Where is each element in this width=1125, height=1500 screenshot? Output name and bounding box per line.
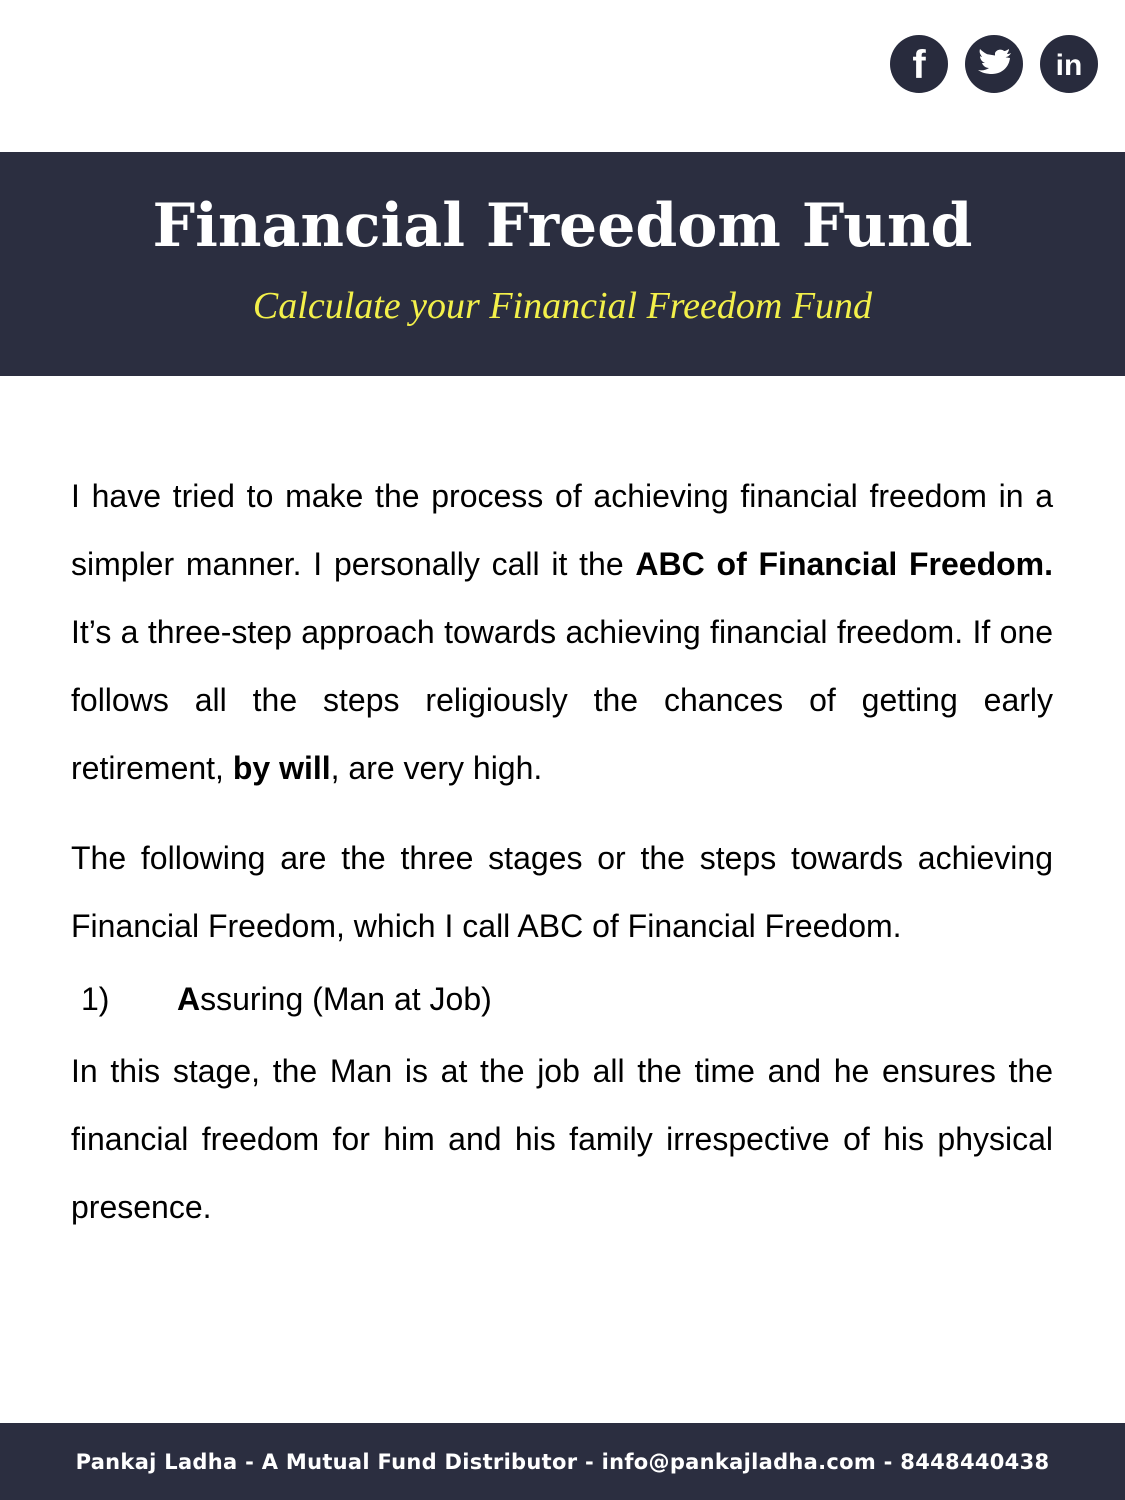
paragraph-stages: The following are the three stages or the steps towards achieving Financial Freedom, which I call ABC of Financial Freedom.	[71, 840, 1053, 944]
intro-text-1: I have tried to make the process of achieving financial freedom in a simpler manner. I personally call it the	[71, 478, 1053, 582]
page-title: Financial Freedom Fund	[152, 191, 973, 261]
article-body	[71, 462, 1053, 1241]
footer-bar	[0, 1423, 1125, 1500]
intro-text-3: , are very high.	[330, 750, 543, 786]
linkedin-icon[interactable]	[1040, 35, 1098, 93]
list-item-assuring	[71, 969, 1053, 1029]
list-label	[177, 969, 492, 1029]
intro-text-2: It’s a three-step approach towards achieving financial freedom. If one follows all the steps religiously the chances of getting early retirement,	[71, 614, 1053, 786]
header-banner	[0, 152, 1125, 376]
list-letter: A	[177, 981, 201, 1017]
intro-bold-abc: ABC of Financial Freedom.	[635, 546, 1054, 582]
social-icons	[890, 35, 1098, 93]
svg-text:f: f	[912, 43, 926, 87]
facebook-icon[interactable]	[890, 35, 948, 93]
paragraph-assuring: In this stage, the Man is at the job all the time and he ensures the financial freedom for him and his family irrespective of his physical presence.	[71, 1053, 1053, 1225]
list-text: ssuring (Man at Job)	[200, 981, 492, 1017]
paragraph-intro	[71, 462, 1053, 802]
list-number: 1)	[81, 981, 110, 1017]
footer-contact: Pankaj Ladha - A Mutual Fund Distributor - info@pankajladha.com - 8448440438	[75, 1449, 1050, 1474]
svg-text:in: in	[1055, 49, 1083, 82]
intro-bold-by-will: by will	[232, 750, 331, 786]
twitter-icon[interactable]	[965, 35, 1023, 93]
page-subtitle: Calculate your Financial Freedom Fund	[252, 285, 873, 327]
